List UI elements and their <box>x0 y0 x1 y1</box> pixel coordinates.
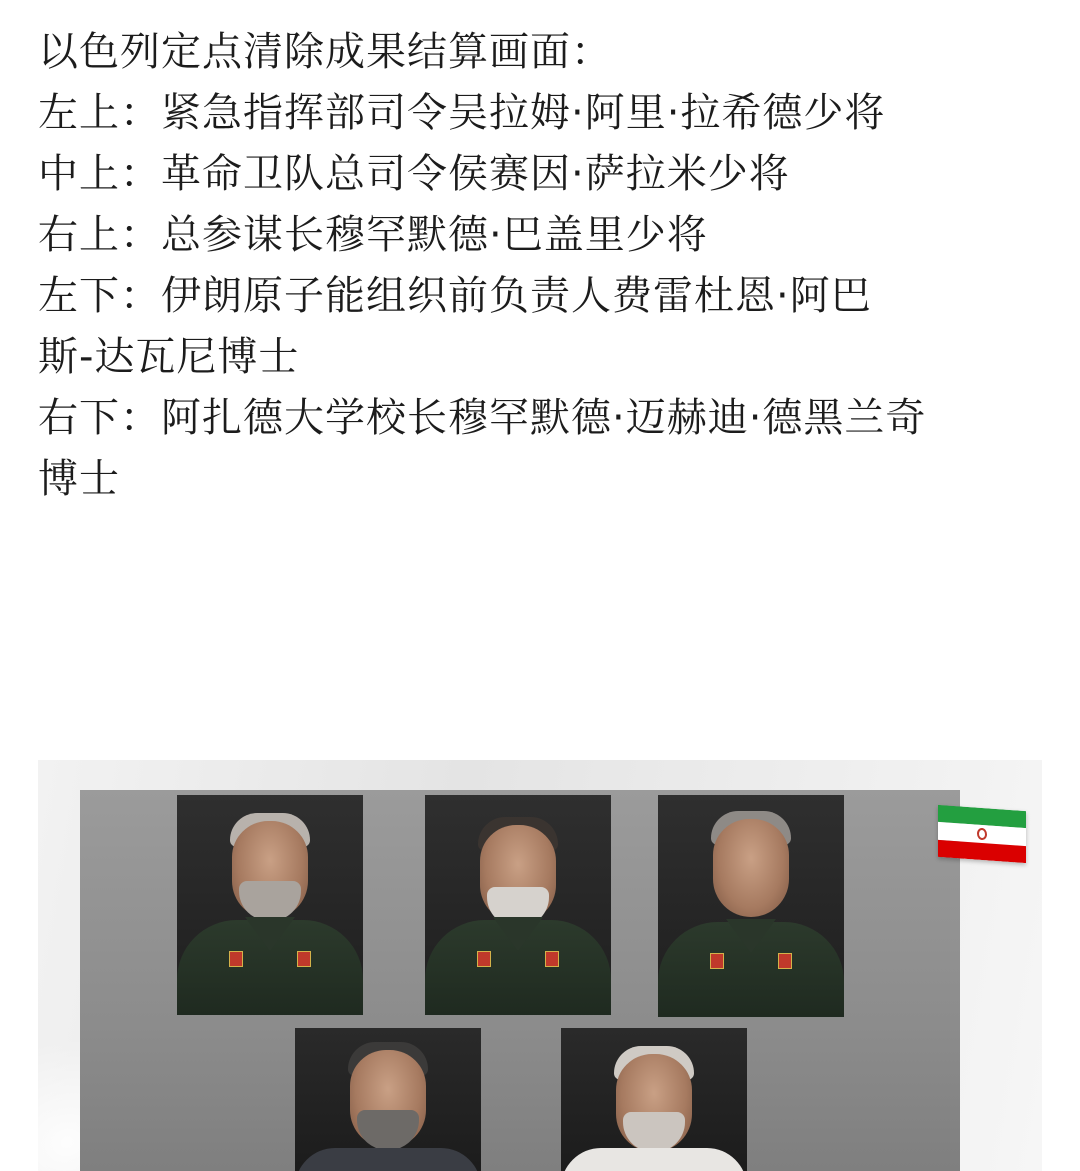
post-image[interactable] <box>38 760 1042 1171</box>
post-line-bottom-left-cont: 斯-达瓦尼博士 <box>38 334 300 380</box>
post-line-bottom-right: 右下：阿扎德大学校长穆罕默德·迈赫迪·德黑兰奇 <box>38 395 927 441</box>
rank-badge-icon <box>229 951 243 967</box>
post-body <box>38 22 1048 510</box>
portrait-beard <box>357 1110 419 1150</box>
portrait-bottom-right <box>561 1028 747 1171</box>
iran-flag-icon <box>938 805 1026 863</box>
portrait-suit <box>295 1148 481 1171</box>
portrait-beard <box>623 1112 685 1152</box>
flag-emblem-icon <box>977 828 987 841</box>
portrait-top-center <box>425 795 611 1015</box>
rank-badge-icon <box>710 953 724 969</box>
portrait-suit <box>561 1148 747 1171</box>
rank-badge-icon <box>297 951 311 967</box>
portrait-top-left <box>177 795 363 1015</box>
portrait-top-right <box>658 795 844 1017</box>
portrait-beard <box>239 881 301 921</box>
rank-badge-icon <box>545 951 559 967</box>
portrait-bottom-left <box>295 1028 481 1171</box>
rank-badge-icon <box>778 953 792 969</box>
post-line-top-right: 右上：总参谋长穆罕默德·巴盖里少将 <box>38 212 708 258</box>
post-line-bottom-left: 左下：伊朗原子能组织前负责人费雷杜恩·阿巴 <box>38 273 872 319</box>
rank-badge-icon <box>477 951 491 967</box>
portrait-face <box>713 819 789 917</box>
post-line-top-left: 左上：紧急指挥部司令吴拉姆·阿里·拉希德少将 <box>38 90 886 136</box>
post-line-top-center: 中上：革命卫队总司令侯赛因·萨拉米少将 <box>38 151 790 197</box>
post-line-title: 以色列定点清除成果结算画面： <box>38 29 612 75</box>
post-line-bottom-right-cont: 博士 <box>38 456 120 502</box>
